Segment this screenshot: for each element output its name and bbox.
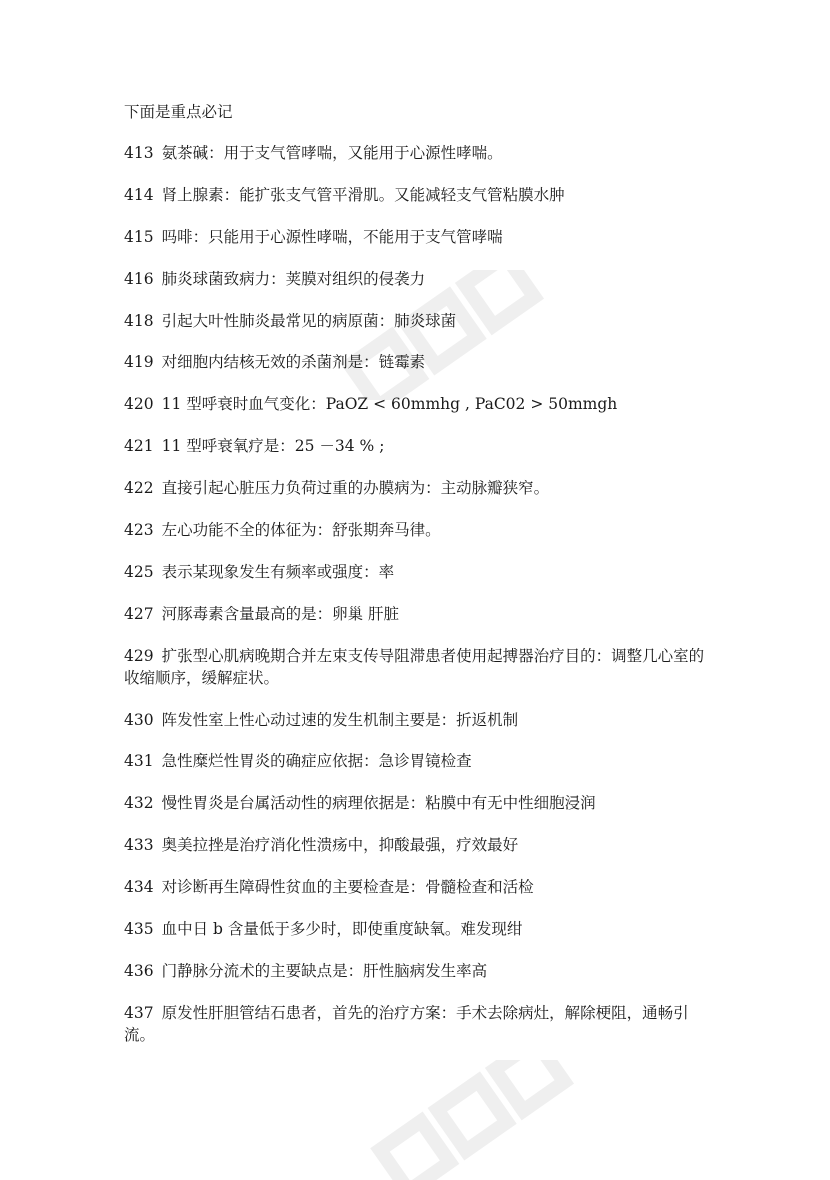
- note-text: 对细胞内结核无效的杀菌剂是：链霉素: [161, 353, 426, 372]
- note-number: 416: [124, 269, 154, 288]
- note-number: 423: [124, 521, 154, 540]
- note-number: 435: [124, 920, 154, 939]
- note-number: 431: [124, 752, 154, 771]
- note-item: [124, 184, 714, 206]
- note-number: 432: [124, 794, 154, 813]
- note-item: [124, 561, 714, 583]
- note-text: 肾上腺素：能扩张支气管平滑肌。又能减轻支气管粘膜水肿: [161, 185, 565, 204]
- note-item: [124, 834, 714, 856]
- note-number: 414: [124, 185, 154, 204]
- note-item: [124, 142, 714, 164]
- note-text: 急性糜烂性胃炎的确症应依据：急诊胃镜检查: [161, 752, 472, 771]
- note-text: 氨茶碱：用于支气管哮喘，又能用于心源性哮喘。: [161, 144, 503, 162]
- note-text: 引起大叶性肺炎最常见的病原菌：肺炎球菌: [161, 311, 457, 330]
- note-text: 血中日 b 含量低于多少时，即使重度缺氧。难发现绀: [161, 920, 523, 939]
- note-item: [124, 393, 714, 415]
- document-heading: 下面是重点必记: [124, 103, 233, 121]
- note-text: 门静脉分流术的主要缺点是：肝性脑病发生率高: [161, 961, 488, 980]
- note-number: 434: [124, 878, 154, 897]
- note-text: 左心功能不全的体征为：舒张期奔马律。: [161, 521, 441, 540]
- note-number: 415: [124, 227, 154, 246]
- note-number: 418: [124, 311, 154, 330]
- note-item: [124, 477, 714, 499]
- note-number: 420: [124, 395, 154, 414]
- note-text: 河豚毒素含量最高的是：卵巢 肝脏: [161, 604, 400, 623]
- watermark-graphic: [360, 1060, 590, 1180]
- note-text: 对诊断再生障碍性贫血的主要检查是：骨髓检查和活检: [161, 878, 534, 897]
- note-item: [124, 1002, 714, 1046]
- note-item: [124, 960, 714, 982]
- note-item: [124, 918, 714, 940]
- notes-list: [124, 142, 714, 1046]
- note-number: 421: [124, 437, 154, 456]
- note-item: [124, 750, 714, 772]
- note-number: 429: [124, 646, 154, 665]
- note-item: [124, 435, 714, 457]
- note-text: 11 型呼衰氧疗是：25 －34 % ;: [161, 437, 385, 456]
- note-item: [124, 351, 714, 373]
- note-text: 原发性肝胆管结石患者，首先的治疗方案：手术去除病灶，解除梗阻，通畅引流。: [124, 1003, 689, 1044]
- note-number: 436: [124, 961, 154, 980]
- note-text: 奥美拉挫是治疗消化性溃疡中，抑酸最强，疗效最好: [161, 836, 519, 855]
- note-text: 直接引起心脏压力负荷过重的办膜病为：主动脉瓣狭窄。: [161, 479, 550, 498]
- note-number: 430: [124, 710, 154, 729]
- note-item: [124, 268, 714, 290]
- note-item: [124, 876, 714, 898]
- note-item: [124, 645, 714, 689]
- document-body: [124, 101, 714, 1066]
- note-number: 413: [124, 144, 154, 162]
- note-item: [124, 519, 714, 541]
- note-text: 扩张型心肌病晚期合并左束支传导阻滞患者使用起搏器治疗目的：调整几心室的收缩顺序，缓解症状。: [124, 646, 705, 687]
- note-number: 422: [124, 479, 154, 498]
- note-item: [124, 709, 714, 731]
- note-text: 阵发性室上性心动过速的发生机制主要是：折返机制: [161, 710, 519, 729]
- note-number: 433: [124, 836, 154, 855]
- note-text: 慢性胃炎是台属活动性的病理依据是：粘膜中有无中性细胞浸润: [161, 794, 596, 813]
- note-item: [124, 603, 714, 625]
- note-item: [124, 226, 714, 248]
- note-item: [124, 792, 714, 814]
- note-item: [124, 310, 714, 332]
- note-number: 427: [124, 604, 154, 623]
- note-number: 419: [124, 353, 154, 372]
- note-number: 425: [124, 562, 154, 581]
- note-number: 437: [124, 1003, 154, 1022]
- note-text: 11 型呼衰时血气变化：PaOZ < 60mmhg , PaC02 > 50mmgh: [161, 395, 618, 414]
- note-text: 吗啡：只能用于心源性哮喘，不能用于支气管哮喘: [161, 227, 503, 246]
- note-text: 表示某现象发生有频率或强度：率: [161, 562, 395, 581]
- note-text: 肺炎球菌致病力：荚膜对组织的侵袭力: [161, 269, 426, 288]
